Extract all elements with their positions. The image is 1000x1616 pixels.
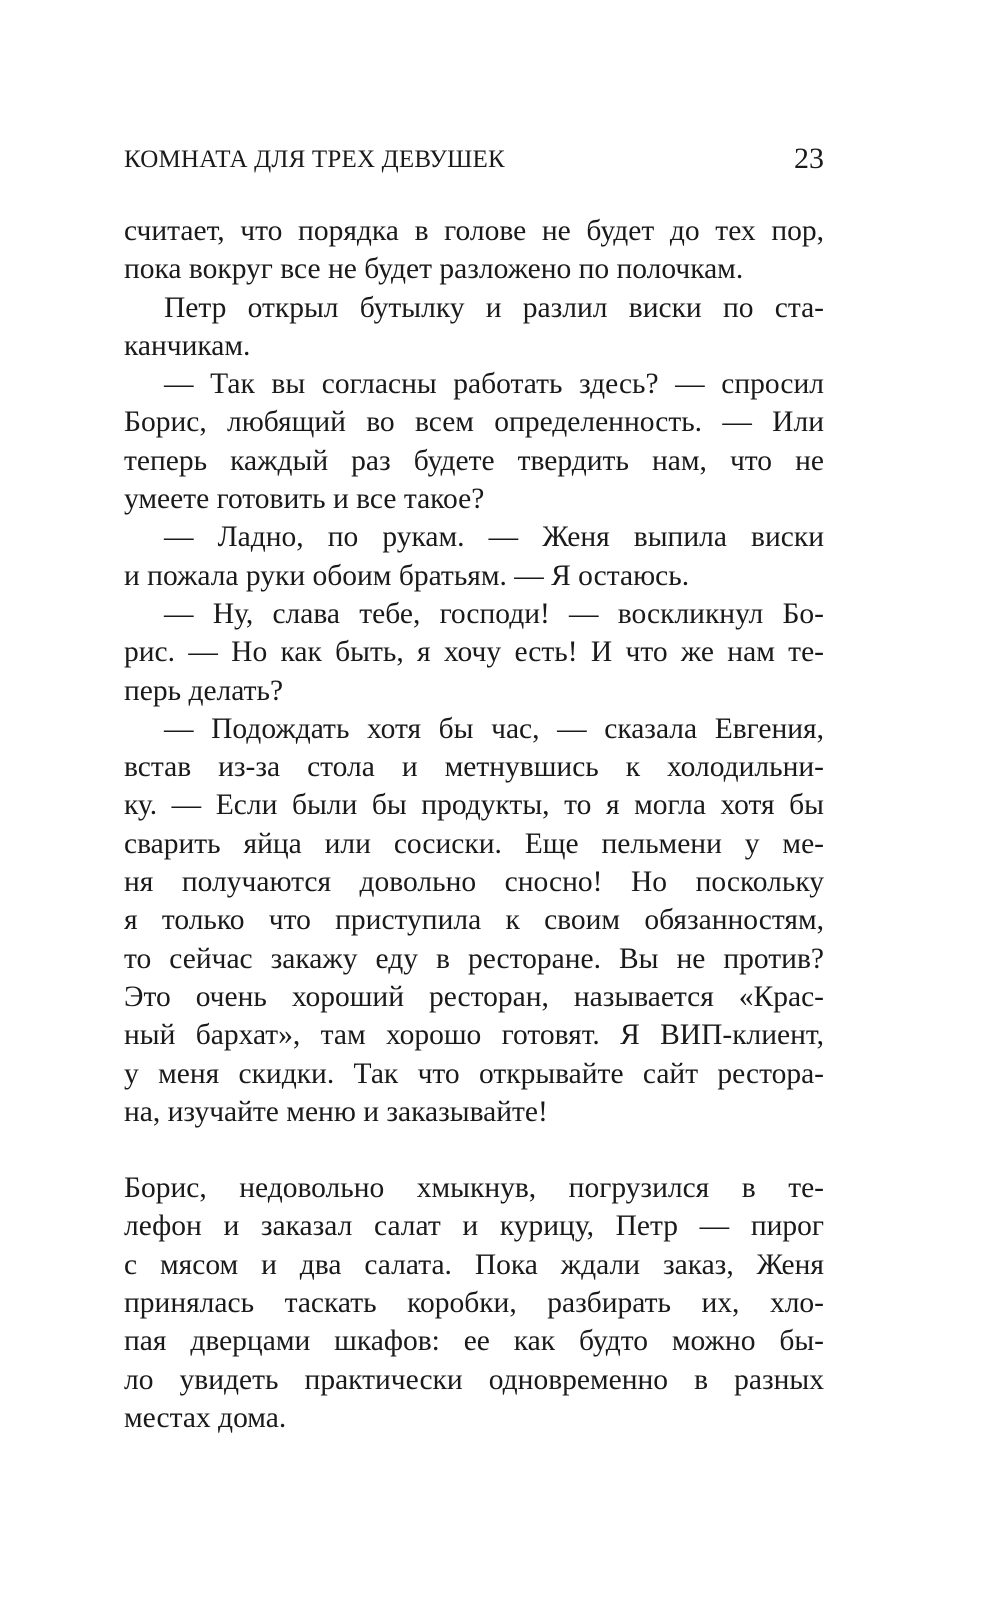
text-line: канчикам. xyxy=(124,329,251,362)
text-line: — Ну, слава тебе, господи! — воскликнул Бо- xyxy=(164,597,824,630)
body-text xyxy=(124,212,824,1437)
text-line: встав из-за стола и метнувшись к холодильни- xyxy=(124,751,824,784)
dialogue-paragraph xyxy=(124,365,824,518)
running-head xyxy=(124,142,824,182)
section-break xyxy=(124,1131,824,1169)
text-line: то сейчас закажу еду в ресторане. Вы не против? xyxy=(124,942,824,975)
text-line: перь делать? xyxy=(124,674,284,707)
text-line: — Ладно, по рукам. — Женя выпила виски xyxy=(164,521,824,554)
text-line: считает, что порядка в голове не будет до тех пор, xyxy=(124,215,824,247)
text-line: ку. — Если были бы продукты, то я могла хотя бы xyxy=(124,789,824,822)
text-line: принялась таскать коробки, разбирать их, хло- xyxy=(124,1287,824,1320)
text-line: пая дверцами шкафов: ее как будто можно бы- xyxy=(124,1325,824,1358)
text-line: Петр открыл бутылку и разлил виски по ста- xyxy=(164,291,824,324)
text-line: умеете готовить и все такое? xyxy=(124,483,485,516)
dialogue-paragraph xyxy=(124,710,824,1131)
text-line: Борис, любящий во всем определенность. — Или xyxy=(124,406,824,439)
text-line: у меня скидки. Так что открывайте сайт рестора- xyxy=(124,1057,824,1090)
text-line: Это очень хороший ресторан, называется «Крас- xyxy=(124,980,824,1013)
text-line: — Так вы согласны работать здесь? — спросил xyxy=(164,368,824,401)
paragraph xyxy=(124,289,824,366)
text-line: ный бархат», там хорошо готовят. Я ВИП-клиент, xyxy=(124,1019,824,1052)
text-line: ня получаются довольно сносно! Но поскольку xyxy=(124,866,824,899)
dialogue-paragraph xyxy=(124,518,824,595)
text-line: пока вокруг все не будет разложено по полочкам. xyxy=(124,253,744,286)
text-line: ло увидеть практически одновременно в разных xyxy=(124,1363,824,1396)
page-number: 23 xyxy=(794,142,824,175)
text-line: местах дома. xyxy=(124,1401,287,1434)
text-line: лефон и заказал салат и курицу, Петр — пирог xyxy=(124,1210,824,1243)
text-line: рис. — Но как быть, я хочу есть! И что же нам те- xyxy=(124,636,824,669)
text-line: я только что приступила к своим обязанностям, xyxy=(124,904,824,937)
running-title: КОМНАТА ДЛЯ ТРЕХ ДЕВУШЕК xyxy=(124,146,505,173)
text-line: теперь каждый раз будете твердить нам, что не xyxy=(124,444,824,477)
text-line: с мясом и два салата. Пока ждали заказ, Женя xyxy=(124,1248,824,1281)
paragraph-continued xyxy=(124,212,824,289)
text-line: на, изучайте меню и заказывайте! xyxy=(124,1095,548,1128)
text-line: и пожала руки обоим братьям. — Я остаюсь. xyxy=(124,559,690,592)
paragraph xyxy=(124,1169,824,1437)
dialogue-paragraph xyxy=(124,595,824,710)
text-line: сварить яйца или сосиски. Еще пельмени у ме- xyxy=(124,827,824,860)
text-line: Борис, недовольно хмыкнув, погрузился в те- xyxy=(124,1172,824,1205)
text-line: — Подождать хотя бы час, — сказала Евгения, xyxy=(164,712,824,745)
